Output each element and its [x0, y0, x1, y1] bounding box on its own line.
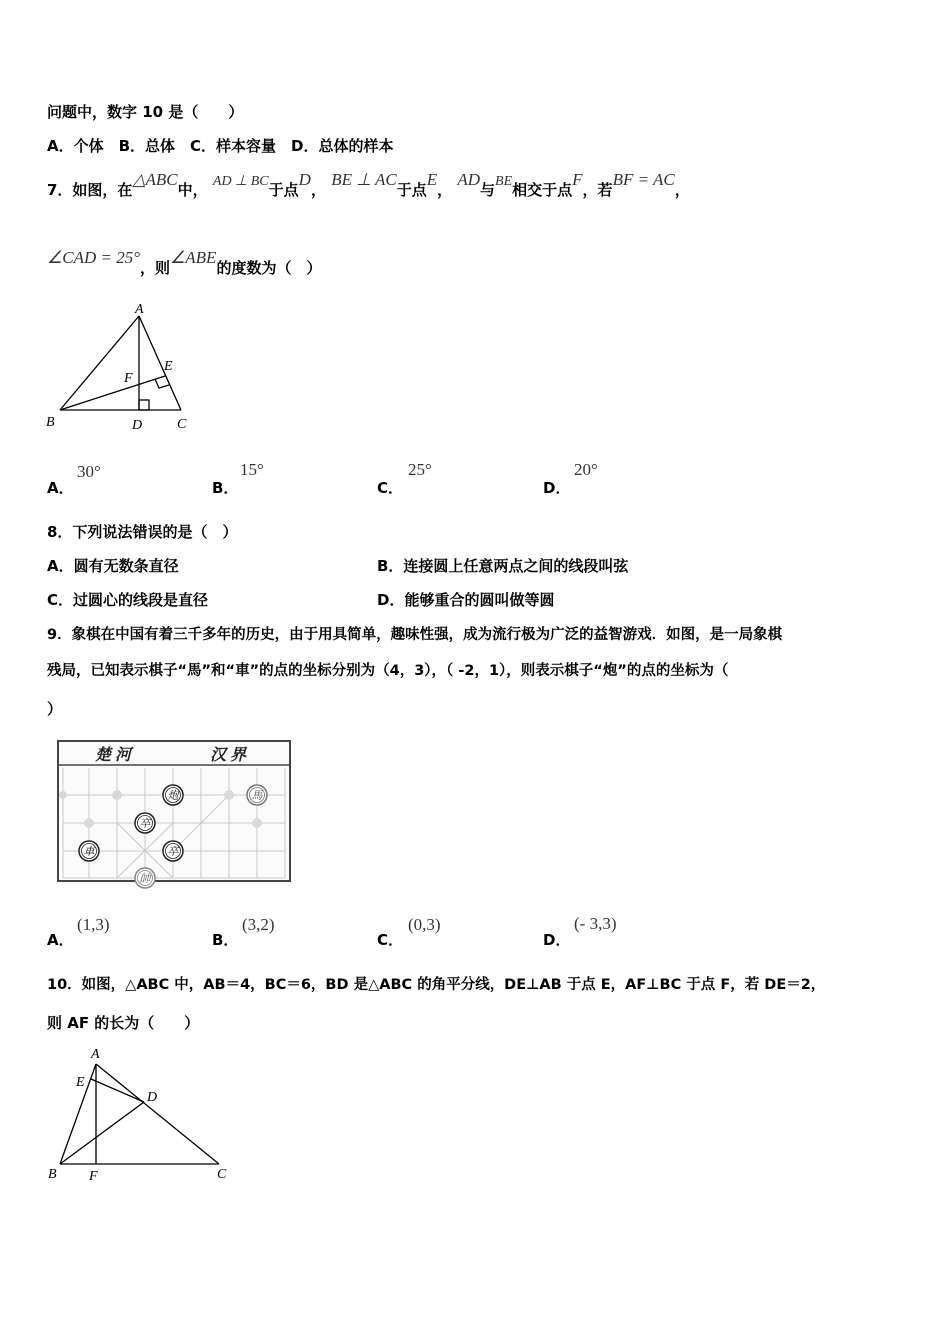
river-label-chu-he: 楚 河 — [95, 747, 132, 764]
q9-option-a-label: A． — [47, 931, 74, 949]
q9-stem-line3: ） — [47, 700, 63, 718]
q7-text: 与 — [480, 181, 496, 199]
q7-angle-cad: ∠CAD = 25° — [47, 248, 141, 267]
q6-options: A．个体 B．总体 C．样本容量 D．总体的样本 — [47, 137, 394, 155]
q9-option-c-label: C． — [377, 931, 404, 949]
q6-stem: 问题中，数字 10 是（ ） — [47, 103, 244, 121]
q9-option-b-value: (3,2) — [242, 915, 275, 934]
q7-text: ， — [310, 181, 326, 199]
q9-option-d-value: (- 3,3) — [574, 914, 617, 933]
q10-label-a: A — [91, 1047, 100, 1062]
q10-bisector-bd — [60, 1102, 144, 1164]
q7-angle-abe: ∠ABE — [170, 248, 217, 267]
q7-side-ac — [139, 316, 181, 410]
piece-shuai-label: 帥 — [139, 873, 151, 885]
q7-option-c-value: 25° — [408, 460, 432, 479]
q7-text: ， — [437, 181, 453, 199]
piece-zu-1-label: 卒 — [139, 818, 151, 830]
piece-pao — [163, 785, 183, 805]
q7-option-b-value: 15° — [240, 460, 264, 479]
q10-stem-line1: 10．如图，△ABC 中，AB＝4，BC＝6，BD 是△ABC 的角平分线，DE⊥AB 于点 E，AF⊥BC 于点 F，若 DE＝2， — [47, 977, 826, 993]
q7-text: 于点 — [268, 181, 299, 199]
q9-chess-board — [55, 738, 295, 890]
q8-option-c: C．过圆心的线段是直径 — [47, 591, 209, 609]
piece-ma — [247, 785, 267, 805]
q8-option-d: D．能够重合的圆叫做等圆 — [377, 591, 555, 609]
q7-text: 中， — [177, 181, 208, 199]
q10-triangle-figure — [40, 1040, 240, 1185]
q7-right-angle-d — [139, 400, 149, 410]
piece-ju — [79, 841, 99, 861]
q7-stem-line1 — [47, 170, 690, 202]
q7-point-d: D — [298, 170, 311, 189]
piece-zu-1 — [135, 813, 155, 833]
q7-stem-line2 — [47, 248, 322, 278]
q7-text: 于点 — [396, 181, 427, 199]
q7-point-e: E — [426, 170, 438, 189]
q7-be-perp-ac: BE ⊥ AC — [331, 170, 397, 189]
q10-stem-line2: 则 AF 的长为（ ） — [47, 1014, 200, 1032]
piece-zu-2-label: 卒 — [167, 846, 179, 858]
q7-label-d: D — [132, 418, 143, 433]
q10-label-e: E — [76, 1075, 85, 1090]
q8-option-a: A．圆有无数条直径 — [47, 557, 179, 575]
q10-label-c: C — [217, 1167, 227, 1182]
q7-side-ab — [60, 316, 139, 410]
piece-zu-2 — [163, 841, 183, 861]
q7-text: ，则 — [140, 259, 171, 277]
q10-label-f: F — [89, 1169, 98, 1184]
q9-stem-line1: 9．象棋在中国有着三千多年的历史，由于用具简单，趣味性强，成为流行极为广泛的益智游戏．如图，是一局象棋 — [47, 627, 783, 643]
q7-label-f: F — [124, 371, 133, 386]
q9-option-a-value: (1,3) — [77, 915, 110, 934]
q7-ad: AD — [457, 170, 481, 189]
q7-option-a-label: A． — [47, 479, 74, 497]
q7-option-d-label: D． — [543, 479, 571, 497]
q9-option-d-label: D． — [543, 931, 571, 949]
piece-pao-label: 炮 — [167, 790, 179, 802]
q7-triangle: △ABC — [132, 170, 178, 189]
q7-triangle-figure — [40, 298, 200, 438]
q7-option-c-label: C． — [377, 479, 404, 497]
q7-text: ，若 — [582, 181, 613, 199]
q10-label-b: B — [48, 1167, 57, 1182]
q7-label-a: A — [135, 302, 144, 317]
q7-bf-eq-ac: BF = AC — [612, 170, 675, 189]
q7-number: 7．如图，在 — [47, 181, 133, 199]
q7-text: 相交于点 — [512, 181, 573, 199]
q7-label-b: B — [46, 415, 55, 430]
river-label-han-jie: 汉 界 — [210, 747, 247, 764]
q8-stem: 8．下列说法错误的是（ ） — [47, 523, 238, 541]
q7-label-e: E — [164, 359, 173, 374]
q8-option-b: B．连接圆上任意两点之间的线段叫弦 — [377, 557, 629, 575]
q7-label-c: C — [177, 417, 187, 432]
piece-ju-label: 車 — [83, 846, 95, 858]
q10-label-d: D — [147, 1090, 158, 1105]
piece-ma-label: 馬 — [251, 790, 263, 802]
q9-option-c-value: (0,3) — [408, 915, 441, 934]
q7-option-b-label: B． — [212, 479, 239, 497]
q7-option-a-value: 30° — [77, 462, 101, 481]
q9-stem-line2: 残局，已知表示棋子“馬”和“車”的点的坐标分别为（4，3），（ -2，1），则表示棋子“炮”的点的坐标为（ — [47, 663, 729, 679]
q7-option-d-value: 20° — [574, 460, 598, 479]
q7-right-angle-e — [155, 379, 169, 388]
q10-perp-de — [91, 1079, 144, 1102]
q7-point-f: F — [572, 170, 583, 189]
q7-ad-perp-bc: AD ⊥ BC — [212, 174, 269, 189]
q9-option-b-label: B． — [212, 931, 239, 949]
q7-text: ， — [674, 181, 690, 199]
q10-side-ac — [96, 1064, 219, 1164]
piece-shuai — [135, 868, 155, 888]
q7-text: 的度数为（ ） — [216, 259, 322, 277]
q7-be: BE — [495, 174, 513, 189]
